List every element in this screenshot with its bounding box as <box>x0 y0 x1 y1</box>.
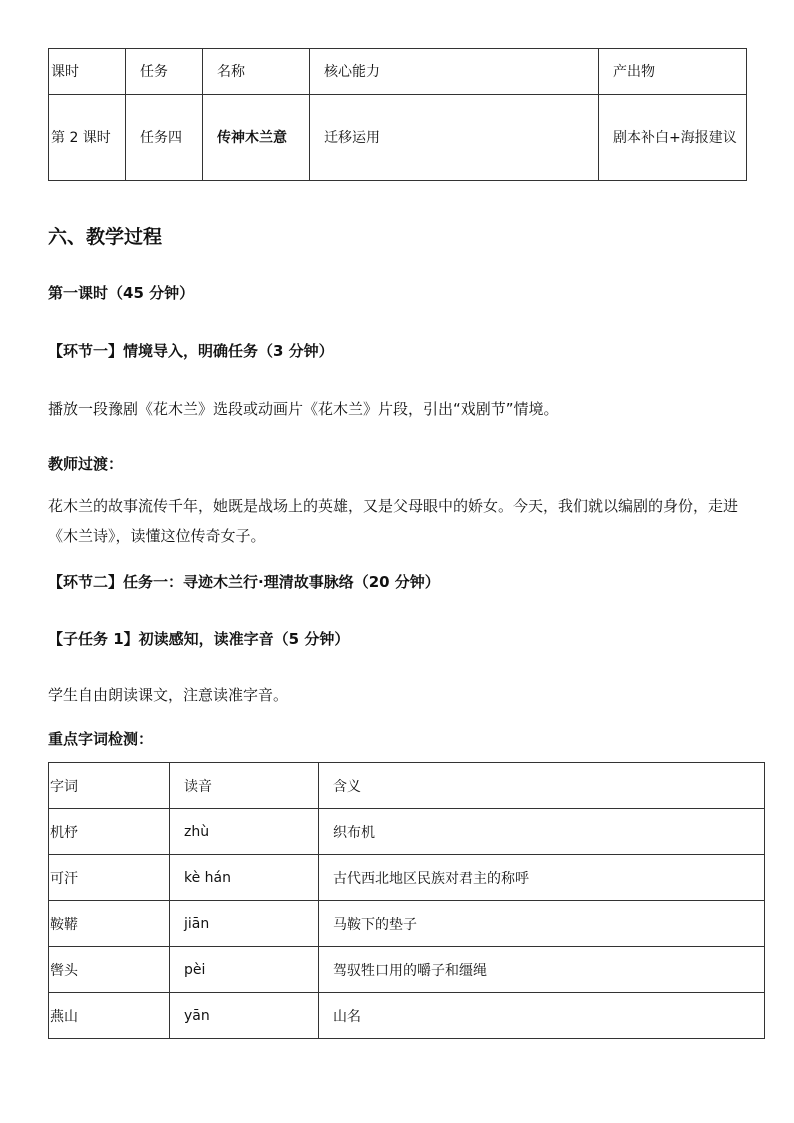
meaning-cell: 马鞍下的垫子 <box>319 901 765 947</box>
cell-task: 任务四 <box>126 95 203 181</box>
table-row <box>49 809 765 855</box>
transition-label: 教师过渡： <box>48 455 124 473</box>
word-cell: 燕山 <box>49 993 170 1039</box>
pronunciation-cell: yān <box>170 993 319 1039</box>
table-row <box>49 947 765 993</box>
transition-text: 花木兰的故事流传千年，她既是战场上的英雄，又是父母眼中的娇女。今天，我们就以编剧的身份，走进《木兰诗》，读懂这位传奇女子。 <box>48 497 739 545</box>
cell-lesson: 第 2 课时 <box>49 95 126 181</box>
word-cell: 辔头 <box>49 947 170 993</box>
meaning-cell: 古代西北地区民族对君主的称呼 <box>319 855 765 901</box>
step1-text: 播放一段豫剧《花木兰》选段或动画片《花木兰》片段，引出“戏剧节”情境。 <box>48 400 559 418</box>
header-task: 任务 <box>126 49 203 95</box>
cell-ability: 迁移运用 <box>310 95 599 181</box>
meaning-cell: 织布机 <box>319 809 765 855</box>
header-word: 字词 <box>49 763 170 809</box>
task-table-row <box>49 95 747 181</box>
header-pronunciation: 读音 <box>170 763 319 809</box>
cell-output: 剧本补白+海报建议 <box>599 95 747 181</box>
task-table <box>48 48 747 181</box>
word-cell: 机杼 <box>49 809 170 855</box>
word-cell: 鞍鞯 <box>49 901 170 947</box>
header-lesson: 课时 <box>49 49 126 95</box>
table-row <box>49 855 765 901</box>
word-cell: 可汗 <box>49 855 170 901</box>
lesson1-title: 第一课时（45 分钟） <box>48 284 195 302</box>
word-table-header-row <box>49 763 765 809</box>
header-output: 产出物 <box>599 49 747 95</box>
word-table <box>48 762 765 1039</box>
vocab-label: 重点字词检测： <box>48 730 154 748</box>
pronunciation-cell: pèi <box>170 947 319 993</box>
header-meaning: 含义 <box>319 763 765 809</box>
meaning-cell: 山名 <box>319 993 765 1039</box>
meaning-cell: 驾驭牲口用的嚼子和缰绳 <box>319 947 765 993</box>
header-ability: 核心能力 <box>310 49 599 95</box>
task-table-header-row <box>49 49 747 95</box>
table-row <box>49 901 765 947</box>
subtask1-text: 学生自由朗读课文，注意读准字音。 <box>48 686 289 704</box>
header-name: 名称 <box>203 49 310 95</box>
step2-title: 【环节二】任务一：寻迹木兰行·理清故事脉络（20 分钟） <box>48 573 440 591</box>
cell-name: 传神木兰意 <box>203 95 310 181</box>
section-title: 六、教学过程 <box>48 226 163 248</box>
subtask1-title: 【子任务 1】初读感知，读准字音（5 分钟） <box>48 630 350 648</box>
pronunciation-cell: zhù <box>170 809 319 855</box>
pronunciation-cell: kè hán <box>170 855 319 901</box>
table-row <box>49 993 765 1039</box>
step1-title: 【环节一】情境导入，明确任务（3 分钟） <box>48 342 334 360</box>
pronunciation-cell: jiān <box>170 901 319 947</box>
